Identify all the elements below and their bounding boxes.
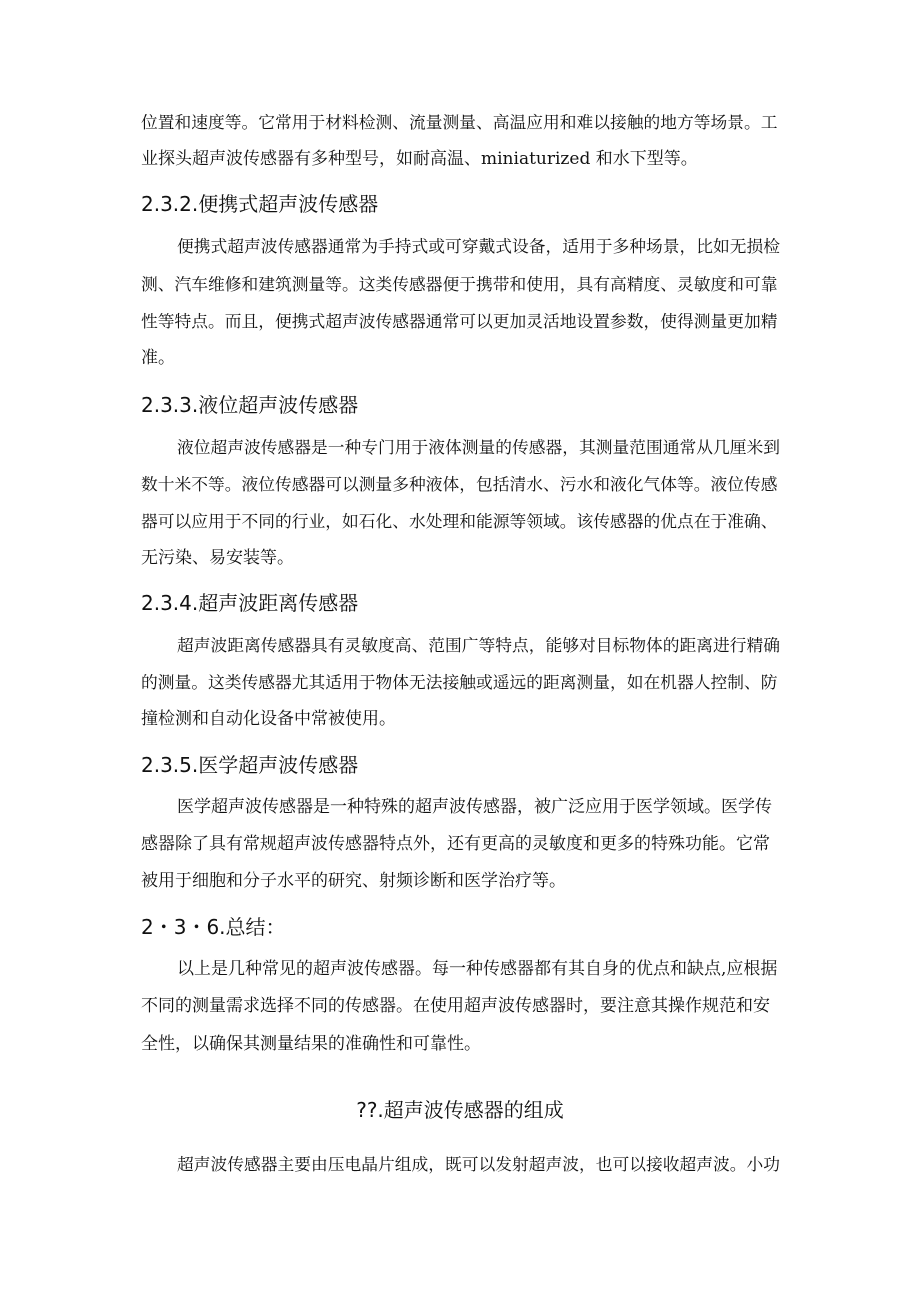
- paragraph-line: 全性，以确保其测量结果的准确性和可靠性。: [141, 1034, 481, 1054]
- paragraph-line: 的测量。这类传感器尤其适用于物体无法接触或遥远的距离测量，如在机器人控制、防: [141, 672, 778, 692]
- chapter-title: ??.超声波传感器的组成: [356, 1098, 564, 1122]
- paragraph-line: 以上是几种常见的超声波传感器。每一种传感器都有其自身的优点和缺点,应根据: [177, 959, 778, 979]
- paragraph-line: 液位超声波传感器是一种专门用于液体测量的传感器，其测量范围通常从几厘米到: [177, 437, 781, 457]
- paragraph-line: 测、汽车维修和建筑测量等。这类传感器便于携带和使用，具有高精度、灵敏度和可靠: [141, 274, 778, 294]
- paragraph-line: 不同的测量需求选择不同的传感器。在使用超声波传感器时，要注意其操作规范和安: [141, 996, 770, 1016]
- section-heading: 2.3.3.液位超声波传感器: [141, 393, 359, 417]
- paragraph-line: 感器除了具有常规超声波传感器特点外，还有更高的灵敏度和更多的特殊功能。它常: [141, 834, 770, 854]
- paragraph-line: 器可以应用于不同的行业，如石化、水处理和能源等领域。该传感器的优点在于准确、: [141, 511, 778, 531]
- paragraph-line: 超声波距离传感器具有灵敏度高、范围广等特点，能够对目标物体的距离进行精确: [177, 635, 781, 655]
- section-heading: 2・3・6.总结：: [141, 915, 286, 939]
- section-heading: 2.3.5.医学超声波传感器: [141, 753, 359, 777]
- paragraph-line: 性等特点。而且，便携式超声波传感器通常可以更加灵活地设置参数，使得测量更加精: [141, 311, 778, 331]
- paragraph-line: 业探头超声波传感器有多种型号，如耐高温、miniaturized 和水下型等。: [141, 149, 698, 169]
- paragraph-line: 无污染、易安装等。: [141, 548, 294, 568]
- paragraph-line: 便携式超声波传感器通常为手持式或可穿戴式设备，适用于多种场景，比如无损检: [177, 236, 781, 256]
- paragraph-line: 准。: [141, 348, 175, 368]
- paragraph-line: 超声波传感器主要由压电晶片组成，既可以发射超声波，也可以接收超声波。小功: [177, 1154, 781, 1174]
- paragraph-line: 数十米不等。液位传感器可以测量多种液体，包括清水、污水和液化气体等。液位传感: [141, 474, 778, 494]
- paragraph-line: 被用于细胞和分子水平的研究、射频诊断和医学治疗等。: [141, 871, 566, 891]
- paragraph-line: 位置和速度等。它常用于材料检测、流量测量、高温应用和难以接触的地方等场景。工: [141, 112, 778, 132]
- paragraph-line: 医学超声波传感器是一种特殊的超声波传感器，被广泛应用于医学领域。医学传: [177, 797, 772, 817]
- section-heading: 2.3.4.超声波距离传感器: [141, 591, 359, 615]
- section-heading: 2.3.2.便携式超声波传感器: [141, 192, 379, 216]
- paragraph-line: 撞检测和自动化设备中常被使用。: [141, 709, 396, 729]
